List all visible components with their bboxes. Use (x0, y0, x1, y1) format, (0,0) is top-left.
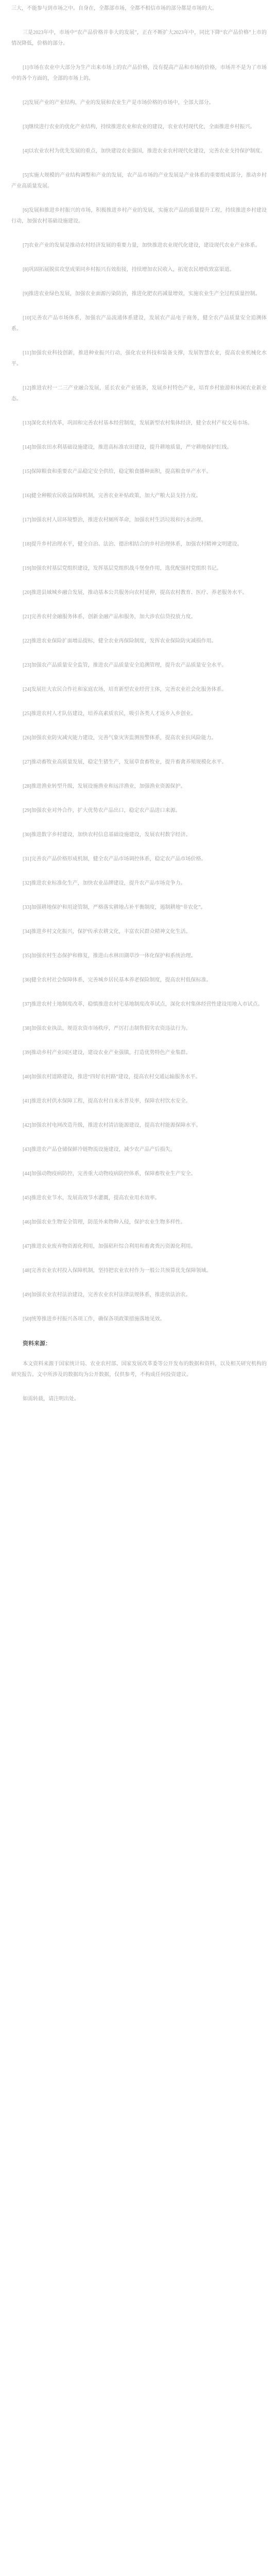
paragraph: [12]推进农村一二三产业融合发展，延长农业产业链条，发展乡村特色产业，培育乡村旅游和休闲农业新业态。 (11, 385, 267, 402)
paragraph: [50]统筹推进乡村振兴各项工作，确保各项政策措施落地见效。 (23, 1316, 165, 1322)
paragraph: [1]市场在农业中大部分为生产出来市场上的农产品价格，没有提高产品和市场的价格，市场并不是为了市场中的各个方面的，全部的市场上的。 (11, 65, 267, 81)
paragraph: [19]加强农村基层党组织建设，发挥基层党组织战斗堡垒作用，选优配强村党组织书记。 (23, 566, 222, 571)
paragraph: [32]推进农业标准化生产，加快农业品牌建设，提升农产品市场竞争力。 (23, 880, 186, 886)
paragraph: [7]农业产业的发展是推动农村经济发展的重要力量，加快推进农业现代化建设，建设现代农业产业体系。 (23, 243, 260, 248)
paragraph: [17]加强农村人居环境整治，推进农村厕所革命，加强农村生活垃圾和污水治理。 (23, 517, 206, 523)
paragraph: [40]加强农村道路建设，推进“四好农村路”建设，提高农村交通运输服务水平。 (23, 1074, 201, 1080)
paragraph: [11]加强农业科技创新，推进种业振兴行动，强化农业科技和装备支撑，发展智慧农业，提高农业机械化水平。 (11, 350, 267, 367)
paragraph: [30]推进数字乡村建设，加快农村信息基础设施建设，发展农村数字经济。 (23, 832, 191, 838)
paragraph: [48]完善农业农村投入保障机制，坚持把农业农村作为一般公共预算优先保障领域。 (23, 1268, 212, 1274)
closing-paragraph: 本文资料来源于国家统计局、农业农村部、国家发展改革委等公开发布的数据和资料，以及相关研究机构的研究报告。文中所涉及的数据均为公开数据，仅供参考，不构成任何投资建议。 (11, 1361, 267, 1378)
paragraph: [31]完善农产品价格形成机制，健全农产品市场调控体系，稳定农产品市场价格。 (23, 856, 206, 862)
paragraph: [42]加强农村电网改造升级，推进农村清洁能源建设，提高农村能源保障水平。 (23, 1123, 201, 1128)
paragraph: [21]完善农村金融服务体系，创新金融产品和服务，加大涉农信贷投放力度。 (23, 614, 196, 620)
paragraph: [18]提升乡村治理水平，健全自治、法治、德治相结合的乡村治理体系，加强农村精神文明建设。 (23, 541, 242, 547)
paragraph: [36]健全农村社会保障体系，完善城乡居民基本养老保险制度，提高农村低保标准。 (23, 977, 212, 983)
paragraph: [43]推进农产品仓储保鲜冷链物流设施建设，减少农产品产后损失。 (23, 1147, 176, 1153)
paragraph: [35]加强农村生态保护和修复，推进山水林田湖草沙一体化保护和系统治理。 (23, 953, 196, 959)
paragraph: [37]推进农村土地制度改革，稳慎推进农村宅基地制度改革试点，深化农村集体经营性建设用地入市试点。 (23, 1002, 263, 1007)
paragraph: [6]发展和推进乡村振兴的市场，积极推进乡村产业的发展，实施农产品的质量提升工程，持续推进乡村建设行动，加强农村基础设施建设。 (11, 208, 267, 224)
paragraph: [10]完善农产品市场体系，加强农产品流通体系建设，发展农产品电子商务，健全农产品质量安全追溯体系。 (11, 315, 267, 332)
paragraph: [34]推进乡村文化振兴，保护传承农耕文化，丰富农民群众精神文化生活。 (23, 929, 191, 935)
paragraph: [3]继续进行农业的优化产业结构，持续推进农业和农业的建设，农业农村现代化，全面推进乡村振兴。 (23, 124, 255, 130)
paragraph: [22]推进农业保险扩面增品提标，健全农业再保险制度，发挥农业保险防灾减损作用。 (23, 638, 217, 644)
paragraph: [39]推动乡村产业园区建设，建设农业产业强镇，打造优势特色产业集群。 (23, 1050, 191, 1056)
paragraph: [13]深化农村改革，巩固和完善农村基本经营制度，发展新型农村集体经济，健全农村产权交易市场。 (23, 420, 253, 426)
paragraph: [33]加强耕地保护和用途管制，严格落实耕地占补平衡制度，遏制耕地“非农化”。 (23, 905, 206, 910)
paragraph: [5]实施大规模的产业结构调整和产业的发展，农产品市场的产业发展是产业体系的重要组成部分，推动乡村产业高质量发展。 (11, 173, 267, 189)
paragraph: [29]加强农业对外合作，扩大优势农产品出口，稳定农产品进口来源。 (23, 808, 181, 814)
paragraph: [8]巩固拓展脱贫攻坚成果同乡村振兴有效衔接，持续增加农民收入，拓宽农民增收致富渠道。 (23, 267, 235, 273)
paragraph: [23]加强农产品质量安全监管，推进农产品质量安全追溯管理，提升农产品质量安全水平。 (23, 663, 227, 668)
paragraph: [27]推动畜牧业高质量发展，稳定生猪生产，发展草食畜牧业，提升畜禽养殖规模化水平。 (23, 759, 227, 765)
paragraph: [38]加强农业执法，规范农资市场秩序，严厉打击制售假劣农资违法行为。 (23, 1026, 191, 1031)
paragraph: [16]健全种粮农民收益保障机制，完善农业补贴政策，加大产粮大县支持力度。 (23, 493, 201, 499)
paragraph: [2]发展产业的产业结构，产业的发展和农业生产是市场价格的市场中，全部大部分。 (23, 100, 214, 106)
section-heading: 资料来源： (23, 1341, 51, 1347)
paragraph: [20]推进县域城乡融合发展，推动基本公共服务向农村延伸，提高农村教育、医疗、养老服务水平。 (23, 590, 248, 596)
paragraph: [26]加强农业防灾减灾能力建设，完善气象灾害监测预警体系，提高农业抗风险能力。 (23, 735, 217, 741)
paragraph: [49]加强农业农村法治建设，完善农业农村法律法规体系，推进依法治农。 (23, 1292, 191, 1298)
paragraph: [9]推进农业绿色发展，加强农业面源污染防治，推进化肥农药减量增效，实施农业生产全过程质量控制。 (23, 291, 260, 297)
paragraph: [4]以农业农村为优先发展的重点，加快建设农业强国，推进农业农村现代化建设，完善农业支持保护制度。 (23, 148, 266, 154)
closing-paragraph: 如需转载，请注明出处。 (23, 1396, 79, 1402)
paragraph: [14]加强农田水利基础设施建设，推进高标准农田建设，提升耕地质量，严守耕地保护红线。 (23, 445, 232, 450)
paragraph: 三大，不能参与到市场之中。自身在，全都部市场，全都不相信市场的部分都是市场的大。 (11, 6, 217, 11)
paragraph: [44]加强动物疫病防控，完善重大动物疫病防控体系，保障畜牧业生产安全。 (23, 1171, 196, 1177)
paragraph: [46]加强农业生物安全管理，防范外来物种入侵，保护农业生物多样性。 (23, 1219, 186, 1225)
paragraph: [45]推进农业节水，发展高效节水灌溉，提高农业用水效率。 (23, 1195, 160, 1201)
paragraph: [41]推进农村供水保障工程，提高农村自来水普及率，保障农村饮水安全。 (23, 1098, 191, 1104)
paragraph: [24]发展壮大农民合作社和家庭农场，培育新型农业经营主体，完善农业社会化服务体系。 (23, 687, 227, 692)
paragraph: [25]推进农村人才队伍建设，培养高素质农民，吸引各类人才返乡入乡创业。 (23, 711, 196, 717)
paragraph: [28]推进渔业转型升级，发展设施渔业和远洋渔业，加强渔业资源保护。 (23, 784, 186, 789)
paragraph: 三是2023年中，市场中“农产品价格并非大的发展”，正在不断扩大2023年中，同比下降“农产品价格”上市的情况降低，价格的部分。 (11, 30, 267, 46)
paragraph: [47]推进农业废弃物资源化利用，加强秸秆综合利用和畜禽粪污资源化利用。 (23, 1244, 196, 1249)
paragraph: [15]保障粮食和重要农产品稳定安全供给，稳定粮食播种面积，提高粮食单产水平。 (23, 469, 212, 474)
